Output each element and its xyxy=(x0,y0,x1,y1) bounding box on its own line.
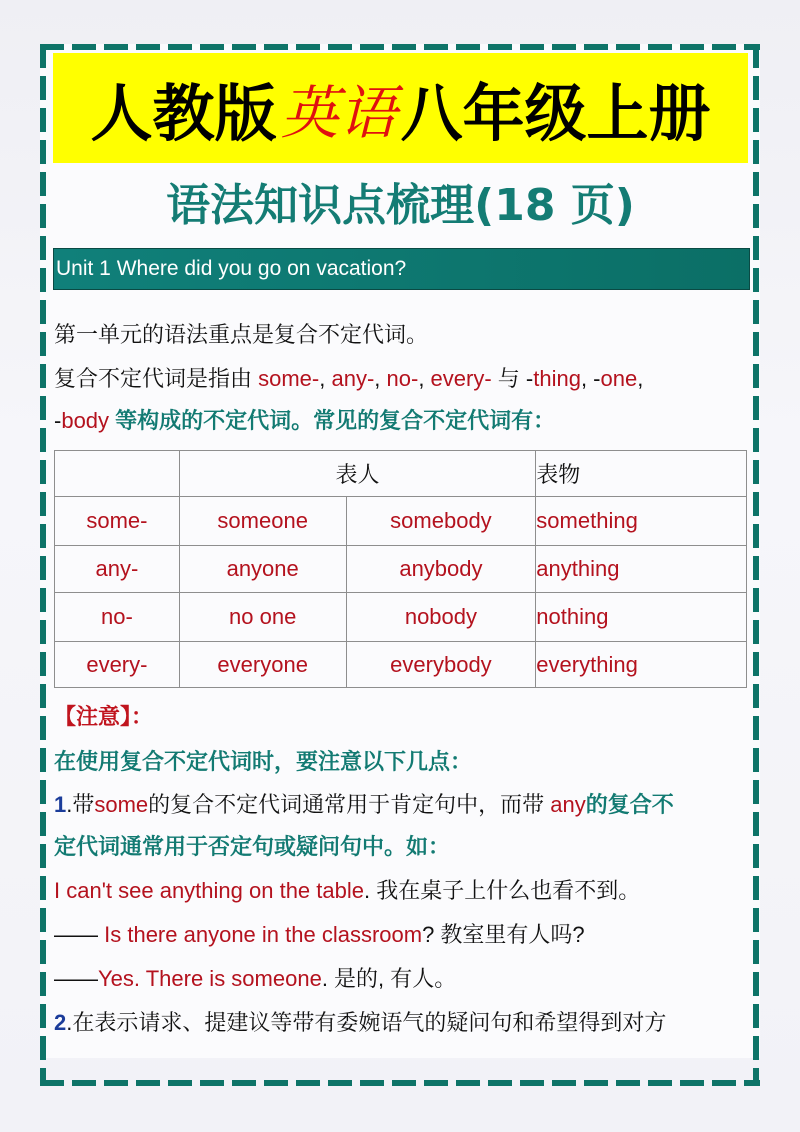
example-3 xyxy=(54,962,754,993)
term-some: some xyxy=(94,792,149,817)
note-label-text: 【注意】： xyxy=(54,704,154,729)
cell-thing: something xyxy=(536,497,747,546)
example-english: Yes. There is someone xyxy=(98,966,322,991)
example-1 xyxy=(54,874,754,905)
title-prefix: 人教版 xyxy=(90,76,277,150)
pronoun-table xyxy=(54,450,747,688)
note-intro-text: 在使用复合不定代词时，要注意以下几点： xyxy=(54,749,473,774)
table-row xyxy=(55,497,747,546)
cell-body: anybody xyxy=(346,546,536,593)
point-emphasis: 的复合不 xyxy=(585,792,674,817)
term-no: no- xyxy=(386,366,419,391)
table-header-person: 表人 xyxy=(179,451,536,497)
separator: , - xyxy=(580,366,601,391)
example-lead: —— xyxy=(54,922,105,947)
cell-prefix: any- xyxy=(55,546,180,593)
intro-line-2 xyxy=(54,362,754,393)
point-number: 1 xyxy=(54,792,67,817)
term-any: any- xyxy=(331,366,375,391)
intro-text: 第一单元的语法重点是复合不定代词。 xyxy=(54,322,429,347)
title-accent: 英语 xyxy=(280,79,397,147)
cell-body: nobody xyxy=(346,593,536,642)
cell-thing: anything xyxy=(536,546,747,593)
example-chinese: ? 教室里有人吗? xyxy=(422,922,585,947)
cell-thing: everything xyxy=(536,642,747,688)
example-english: I can't see anything on the table xyxy=(54,878,364,903)
term-any: any xyxy=(550,792,586,817)
point-emphasis: 定代词通常用于否定句或疑问句中。如： xyxy=(54,834,451,859)
point-text: .带 xyxy=(66,792,95,817)
example-2 xyxy=(54,918,754,949)
cell-one: no one xyxy=(179,593,346,642)
title-suffix: 八年级上册 xyxy=(400,76,711,150)
point-1-line-2 xyxy=(54,830,754,861)
separator: - xyxy=(54,408,62,433)
border-left xyxy=(40,44,46,1086)
unit-heading: Unit 1 Where did you go on vacation? xyxy=(53,248,750,290)
point-text: 的复合不定代词通常用于肯定句中，而带 xyxy=(148,792,551,817)
note-intro xyxy=(54,745,754,776)
separator: , xyxy=(374,366,387,391)
example-chinese: . 是的, 有人。 xyxy=(321,966,457,991)
cell-thing: nothing xyxy=(536,593,747,642)
table-header-row xyxy=(55,451,747,497)
table-row xyxy=(55,593,747,642)
term-body: body xyxy=(61,408,110,433)
cell-prefix: no- xyxy=(55,593,180,642)
note-label xyxy=(54,700,754,731)
cell-body: everybody xyxy=(346,642,536,688)
intro-emphasis: 等构成的不定代词。常见的复合不定代词有： xyxy=(109,408,556,433)
separator: , xyxy=(418,366,431,391)
table-row xyxy=(55,642,747,688)
term-some: some- xyxy=(258,366,320,391)
term-every: every- xyxy=(430,366,492,391)
table-header-thing: 表物 xyxy=(536,451,747,497)
page-subtitle: 语法知识点梳理(18 页) xyxy=(166,180,635,231)
point-1-line-1 xyxy=(54,788,754,819)
intro-text: 复合不定代词是指由 xyxy=(54,366,259,391)
cell-body: somebody xyxy=(346,497,536,546)
page-title xyxy=(53,53,748,163)
separator: , xyxy=(637,366,644,391)
intro-line-1 xyxy=(54,318,754,349)
example-chinese: . 我在桌子上什么也看不到。 xyxy=(363,878,641,903)
intro-line-3 xyxy=(54,404,754,435)
point-text: .在表示请求、提建议等带有委婉语气的疑问句和希望得到对方 xyxy=(66,1010,667,1035)
intro-text: 与 - xyxy=(491,366,534,391)
example-lead: —— xyxy=(54,966,98,991)
border-bottom xyxy=(40,1080,760,1086)
cell-one: someone xyxy=(179,497,346,546)
term-one: one xyxy=(600,366,638,391)
cell-prefix: some- xyxy=(55,497,180,546)
table-header-empty xyxy=(55,451,180,497)
separator: , xyxy=(319,366,332,391)
cell-prefix: every- xyxy=(55,642,180,688)
example-english: Is there anyone in the classroom xyxy=(104,922,423,947)
point-number: 2 xyxy=(54,1010,67,1035)
term-thing: thing xyxy=(533,366,581,391)
point-2-line-1 xyxy=(54,1006,754,1037)
border-top xyxy=(40,44,760,50)
cell-one: everyone xyxy=(179,642,346,688)
cell-one: anyone xyxy=(179,546,346,593)
table-row xyxy=(55,546,747,593)
